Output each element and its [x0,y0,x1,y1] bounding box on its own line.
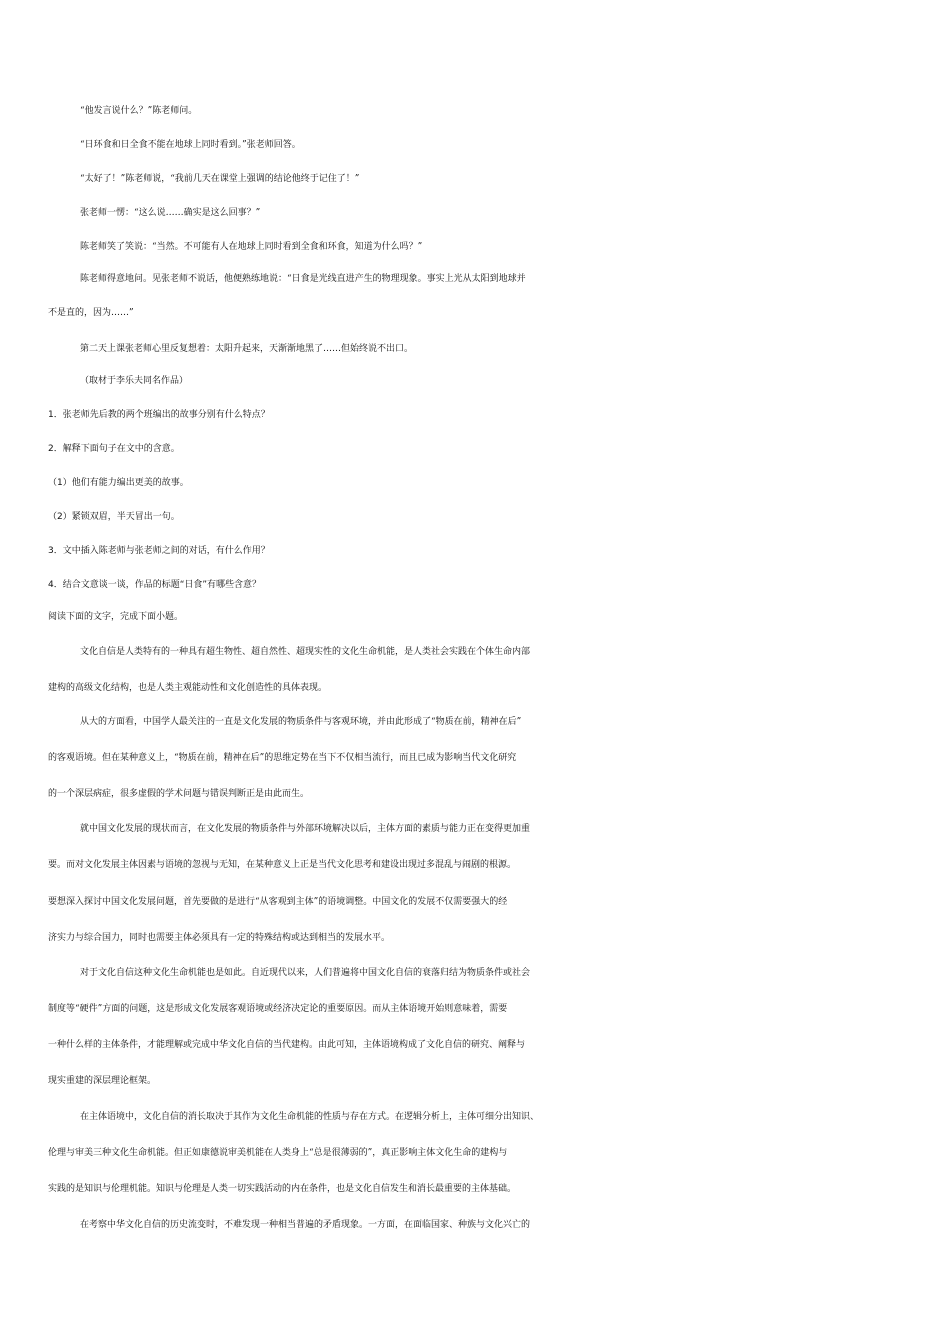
story-line: “他发言说什么？”陈老师问。 [80,106,198,116]
story-line: 不是直的，因为……” [48,308,134,318]
question-4: 4．结合文意谈一谈，作品的标题“日食”有哪些含意？ [48,580,262,590]
essay-line: 济实力与综合国力，同时也需要主体必须具有一定的特殊结构或达到相当的发展水平。 [48,933,391,943]
essay-line: 制度等“硬件”方面的问题，这是形成文化发展客观语境或经济决定论的重要原因。而从主体语境开始则意味着，需要 [48,1004,508,1014]
question-3: 3．文中插入陈老师与张老师之间的对话，有什么作用？ [48,546,270,556]
essay-line: 一种什么样的主体条件，才能理解或完成中华文化自信的当代建构。由此可知，主体语境构成了文化自信的研究、阐释与 [48,1040,526,1050]
question-2-part-1: （1）他们有能力编出更美的故事。 [48,478,189,488]
essay-line: 在考察中华文化自信的历史流变时，不难发现一种相当普遍的矛盾现象。一方面，在面临国家、种族与文化兴亡的 [80,1220,531,1230]
story-line: “日环食和日全食不能在地球上同时看到。”张老师回答。 [80,140,301,150]
essay-line: 建构的高级文化结构，也是人类主观能动性和文化创造性的具体表现。 [48,683,328,693]
story-line: 第二天上课张老师心里反复想着：太阳升起来，天渐渐地黑了……但始终说不出口。 [80,344,414,354]
essay-line: 文化自信是人类特有的一种具有超生物性、超自然性、超现实性的文化生命机能，是人类社会实践在个体生命内部 [80,647,531,657]
question-1: 1．张老师先后教的两个班编出的故事分别有什么特点？ [48,410,270,420]
story-line: “太好了！”陈老师说，“我前几天在课堂上强调的结论他终于记住了！” [80,174,360,184]
essay-line: 的客观语境。但在某种意义上，“物质在前，精神在后”的思维定势在当下不仅相当流行，而且已成为影响当代文化研究 [48,753,517,763]
essay-line: 现实重建的深层理论框架。 [48,1076,157,1086]
reading-instruction: 阅读下面的文字，完成下面小题。 [48,612,184,622]
source-note: （取材于李乐夫同名作品） [80,376,189,386]
essay-line: 在主体语境中，文化自信的消长取决于其作为文化生命机能的性质与存在方式。在逻辑分析上，主体可细分出知识、 [80,1112,540,1122]
essay-line: 实践的是知识与伦理机能。知识与伦理是人类一切实践活动的内在条件，也是文化自信发生和消长最重要的主体基础。 [48,1184,517,1194]
question-2-part-2: （2）紧锁双眉，半天冒出一句。 [48,512,180,522]
story-line: 陈老师得意地问。见张老师不说话，他便熟练地说：“日食是光线直进产生的物理现象。事实上光从太阳到地球并 [80,274,526,284]
essay-line: 伦理与审美三种文化生命机能。但正如康德说审美机能在人类身上“总是很薄弱的”，真正影响主体文化生命的建构与 [48,1148,508,1158]
essay-line: 就中国文化发展的现状而言，在文化发展的物质条件与外部环境解决以后，主体方面的素质与能力正在变得更加重 [80,824,531,834]
story-line: 张老师一愣：“这么说……确实是这么回事？” [80,208,261,218]
essay-line: 要想深入探讨中国文化发展问题，首先要做的是进行“从客观到主体”的语境调整。中国文化的发展不仅需要强大的经 [48,897,508,907]
essay-line: 从大的方面看，中国学人最关注的一直是文化发展的物质条件与客观环境，并由此形成了“物质在前，精神在后” [80,717,522,727]
essay-line: 要。而对文化发展主体因素与语境的忽视与无知，在某种意义上正是当代文化思考和建设出现过多混乱与闹剧的根源。 [48,860,517,870]
question-2: 2．解释下面句子在文中的含意。 [48,444,180,454]
story-line: 陈老师笑了笑说：“当然。不可能有人在地球上同时看到全食和环食，知道为什么吗？” [80,242,423,252]
essay-line: 对于文化自信这种文化生命机能也是如此。自近现代以来，人们普遍将中国文化自信的衰落归结为物质条件或社会 [80,968,531,978]
essay-line: 的一个深层病症，很多虚假的学术问题与错误判断正是由此而生。 [48,789,310,799]
